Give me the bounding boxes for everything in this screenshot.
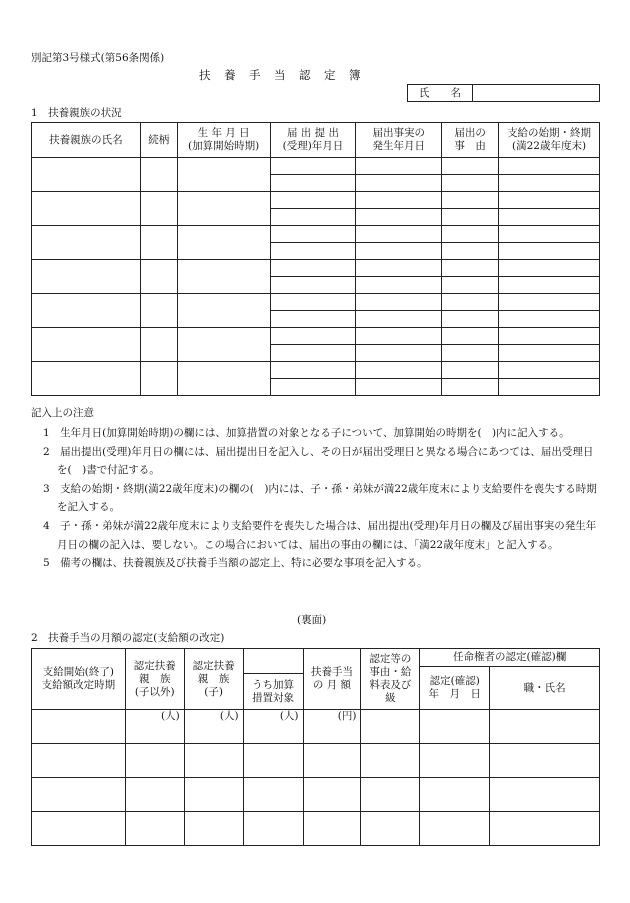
table-cell[interactable]: [442, 379, 499, 396]
col-period: 支給の始期・終期 (満22歳年度末): [499, 123, 600, 158]
table-cell[interactable]: [177, 192, 270, 226]
col-dependents-other: 認定扶養 親 族 (子以外): [125, 649, 184, 710]
table-cell[interactable]: [361, 744, 420, 778]
section2-heading: 2 扶養手当の月額の認定(支給額の改定): [31, 632, 225, 644]
table-cell[interactable]: [270, 175, 356, 192]
table-row: [32, 328, 600, 345]
table-cell[interactable]: [499, 311, 600, 328]
table-cell[interactable]: [356, 379, 442, 396]
table-cell[interactable]: [270, 158, 356, 175]
table-cell[interactable]: [499, 260, 600, 277]
table-cell[interactable]: [361, 710, 420, 744]
table-cell[interactable]: [356, 226, 442, 243]
table-cell[interactable]: [177, 362, 270, 396]
table-row: [32, 294, 600, 311]
unit-label[interactable]: (人): [243, 710, 303, 744]
table-cell[interactable]: [356, 345, 442, 362]
table-cell[interactable]: [270, 311, 356, 328]
table-cell[interactable]: [442, 311, 499, 328]
table-cell[interactable]: [32, 710, 126, 744]
page-title: 扶 養 手 当 認 定 簿: [199, 68, 361, 82]
col-reason-grade: 認定等の 事由・給 料表及び 級: [361, 649, 420, 710]
table-cell[interactable]: [270, 277, 356, 294]
table-cell[interactable]: [356, 192, 442, 209]
table-cell[interactable]: [442, 277, 499, 294]
table-cell[interactable]: [243, 812, 303, 846]
unit-label[interactable]: (円): [303, 710, 361, 744]
table-cell[interactable]: [270, 260, 356, 277]
section1-heading: 1 扶養親族の状況: [31, 107, 122, 119]
table-cell[interactable]: [177, 294, 270, 328]
table-row: [32, 226, 600, 243]
table-cell[interactable]: [177, 328, 270, 362]
table-cell[interactable]: [442, 260, 499, 277]
note-item: 1 生年月日(加算開始時期)の欄には、加算措置の対象となる子について、加算開始の時期を( )内に記入する。: [43, 427, 570, 439]
col-relation: 続柄: [140, 123, 177, 158]
table-cell[interactable]: [270, 294, 356, 311]
table-row: [32, 158, 600, 175]
col-dependents-child: 認定扶養 親 族 (子): [184, 649, 243, 710]
table-row: [32, 710, 600, 744]
table-cell[interactable]: [499, 158, 600, 175]
table-cell[interactable]: [442, 294, 499, 311]
table-cell[interactable]: [442, 192, 499, 209]
note-item: 5 備考の欄は、扶養親族及び扶養手当額の認定上、特に必要な事項を記入する。: [43, 557, 428, 570]
table-cell[interactable]: [499, 175, 600, 192]
table-cell[interactable]: [499, 379, 600, 396]
col-fact-date: 届出事実の 発生年月日: [356, 123, 442, 158]
table-cell[interactable]: [420, 710, 490, 744]
table-cell[interactable]: [499, 294, 600, 311]
table-cell[interactable]: [270, 192, 356, 209]
table-cell[interactable]: [490, 744, 600, 778]
table-row: [32, 192, 600, 209]
table-cell[interactable]: [177, 226, 270, 260]
table-cell[interactable]: [356, 311, 442, 328]
table-cell[interactable]: [303, 744, 361, 778]
note-item: 3 支給の始期・終期(満22歳年度末)の欄の( )内には、子・孫・弟妹が満22歳年度末により支給要件を喪失する時期を記入する。: [43, 482, 597, 514]
table-cell[interactable]: [303, 778, 361, 812]
table-cell[interactable]: [499, 345, 600, 362]
table-cell[interactable]: [442, 362, 499, 379]
col-addition-blank: [243, 649, 303, 674]
table-cell[interactable]: [140, 158, 177, 192]
table-cell[interactable]: [356, 362, 442, 379]
table-cell[interactable]: [270, 243, 356, 260]
table-cell[interactable]: [270, 328, 356, 345]
table-cell[interactable]: [270, 362, 356, 379]
table-cell[interactable]: [32, 158, 141, 192]
table-cell[interactable]: [490, 710, 600, 744]
col-confirm-date: 認定(確認) 年 月 日: [420, 667, 490, 710]
table-cell[interactable]: [32, 362, 141, 396]
table-cell[interactable]: [270, 209, 356, 226]
col-monthly-amount: 扶養手当 の 月 額: [303, 649, 361, 710]
name-field[interactable]: [473, 85, 600, 102]
table-cell[interactable]: [140, 294, 177, 328]
dependents-table: [31, 122, 600, 396]
note-item: 2 届出提出(受理)年月日の欄には、届出提出日を記入し、その日が届出受理日と異なる場合にあつては、届出受理日を( )書で付記する。: [43, 445, 594, 477]
table-cell[interactable]: [184, 812, 243, 846]
table-cell[interactable]: [32, 226, 141, 260]
table-row: [32, 260, 600, 277]
note-item: 4 子・孫・弟妹が満22歳年度末により支給要件を喪失した場合は、届出提出(受理)年月日の欄及び届出事実の発生年月日の欄の記入は、要しない。この場合においては、届出の事由の欄には、「満22歳年度末」と記入する。: [43, 519, 597, 551]
allowance-table: [31, 648, 600, 846]
col-dependent-name: 扶養親族の氏名: [32, 123, 141, 158]
col-filed-date: 届 出 提 出 (受理)年月日: [270, 123, 356, 158]
table-cell[interactable]: [32, 812, 126, 846]
table-cell[interactable]: [499, 362, 600, 379]
unit-label[interactable]: (人): [125, 710, 184, 744]
back-side-label: (裏面): [297, 614, 327, 626]
table-cell[interactable]: [420, 744, 490, 778]
table-cell[interactable]: [499, 243, 600, 260]
table-cell[interactable]: [499, 192, 600, 209]
table-cell[interactable]: [32, 778, 126, 812]
table-cell[interactable]: [499, 209, 600, 226]
col-appointer: 任命権者の認定(確認)欄: [420, 649, 600, 667]
table-cell[interactable]: [32, 192, 141, 226]
col-post-name: 職・氏名: [490, 667, 600, 710]
table-cell[interactable]: [442, 175, 499, 192]
table-row: [32, 812, 600, 846]
table-cell[interactable]: [442, 328, 499, 345]
table-cell[interactable]: [177, 158, 270, 192]
table-cell[interactable]: [243, 744, 303, 778]
table-cell[interactable]: [303, 812, 361, 846]
table-cell[interactable]: [361, 812, 420, 846]
table-cell[interactable]: [32, 294, 141, 328]
table-cell[interactable]: [361, 778, 420, 812]
form-id: 別記第3号様式(第56条関係): [31, 52, 165, 64]
table-row: [32, 744, 600, 778]
table-cell[interactable]: [32, 328, 141, 362]
table-cell[interactable]: [243, 778, 303, 812]
name-label: 氏 名: [408, 85, 473, 102]
table-row: [32, 362, 600, 379]
table-cell[interactable]: [177, 260, 270, 294]
table-cell[interactable]: [356, 277, 442, 294]
col-reason: 届出の 事 由: [442, 123, 499, 158]
table-cell[interactable]: [32, 260, 141, 294]
name-box: [407, 84, 600, 102]
table-cell[interactable]: [442, 209, 499, 226]
table-cell[interactable]: [125, 744, 184, 778]
table-row: [32, 778, 600, 812]
table-cell[interactable]: [32, 744, 126, 778]
table-cell[interactable]: [184, 744, 243, 778]
table-cell[interactable]: [125, 778, 184, 812]
col-addition-target: うち加算 措置対象: [243, 674, 303, 710]
table-cell[interactable]: [140, 328, 177, 362]
table-cell[interactable]: [442, 243, 499, 260]
table-cell[interactable]: [270, 226, 356, 243]
table-cell[interactable]: [442, 345, 499, 362]
table-cell[interactable]: [499, 277, 600, 294]
table-cell[interactable]: [140, 260, 177, 294]
table-cell[interactable]: [184, 778, 243, 812]
table-cell[interactable]: [356, 243, 442, 260]
table-cell[interactable]: [356, 328, 442, 345]
table-cell[interactable]: [356, 158, 442, 175]
col-birth-date: 生 年 月 日 (加算開始時期): [177, 123, 270, 158]
unit-label[interactable]: (人): [184, 710, 243, 744]
table-cell[interactable]: [490, 778, 600, 812]
table-cell[interactable]: [356, 175, 442, 192]
table-cell[interactable]: [490, 812, 600, 846]
table-cell[interactable]: [356, 260, 442, 277]
table-cell[interactable]: [270, 345, 356, 362]
table-cell[interactable]: [140, 226, 177, 260]
table-cell[interactable]: [499, 328, 600, 345]
notes-heading: 記入上の注意: [31, 407, 94, 419]
table-cell[interactable]: [442, 226, 499, 243]
table-cell[interactable]: [356, 294, 442, 311]
table-cell[interactable]: [270, 379, 356, 396]
table-cell[interactable]: [442, 158, 499, 175]
table-cell[interactable]: [420, 812, 490, 846]
table-cell[interactable]: [140, 362, 177, 396]
col-start-period: 支給開始(終了) 支給額改定時期: [32, 649, 126, 710]
notes-list: [31, 424, 603, 573]
table-cell[interactable]: [140, 192, 177, 226]
table-cell[interactable]: [499, 226, 600, 243]
table-cell[interactable]: [420, 778, 490, 812]
table-cell[interactable]: [125, 812, 184, 846]
table-cell[interactable]: [356, 209, 442, 226]
